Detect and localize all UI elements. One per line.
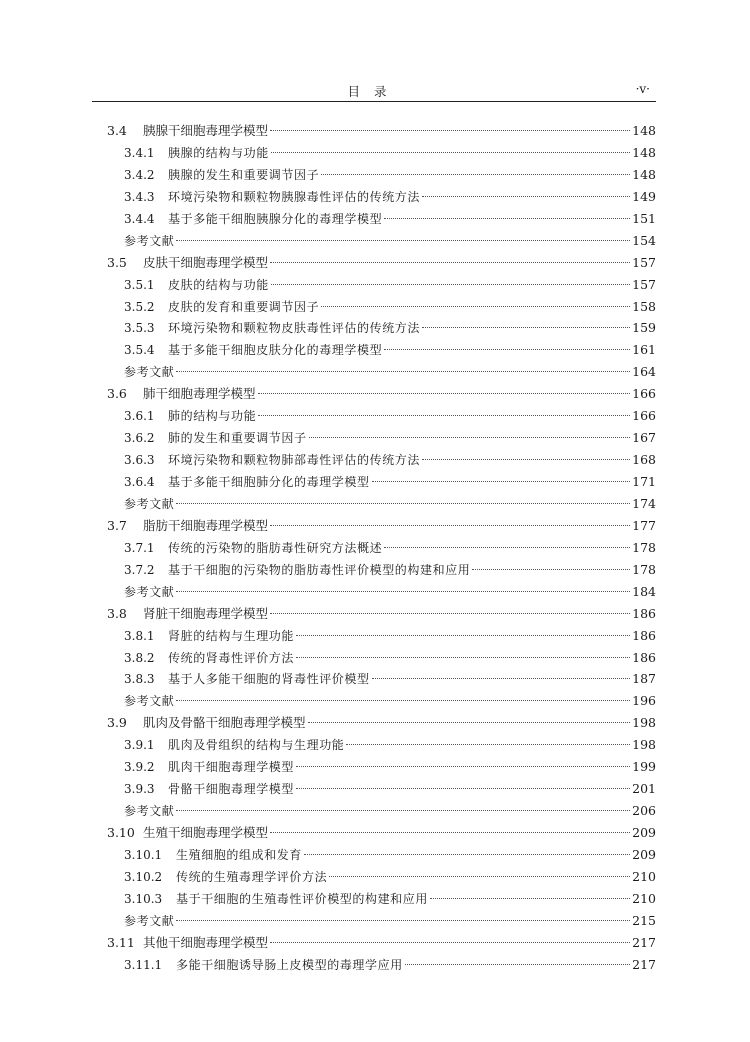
toc-entry[interactable] <box>107 625 656 647</box>
dot-leader <box>296 657 630 658</box>
toc-entry-page-number: 148 <box>632 123 656 138</box>
toc-entry-page-number: 178 <box>632 539 656 555</box>
toc-entry-page-number: 174 <box>632 495 656 511</box>
toc-entry-title: 基于多能干细胞胰腺分化的毒理学模型 <box>168 211 383 226</box>
dot-leader <box>309 437 631 438</box>
toc-entry-number: 3.11.1 <box>124 957 163 972</box>
toc-entry-number: 3.6.1 <box>124 409 155 424</box>
toc-entry-page-number: 186 <box>632 605 656 621</box>
toc-entry-title: 胰腺的发生和重要调节因子 <box>168 167 320 182</box>
dot-leader <box>308 722 631 723</box>
toc-entry[interactable] <box>107 339 656 361</box>
toc-entry-title: 其他干细胞毒理学模型 <box>143 934 269 950</box>
toc-entry[interactable] <box>107 932 656 954</box>
dot-leader <box>346 744 630 745</box>
toc-entry-number: 3.9.3 <box>124 782 155 797</box>
toc-entry-title: 基于干细胞的污染物的脂肪毒性评价模型的构建和应用 <box>168 562 471 577</box>
toc-entry-title: 基于人多能干细胞的肾毒性评价模型 <box>168 672 370 687</box>
toc-entry-number: 3.5.4 <box>124 343 155 358</box>
toc-entry-number: 3.5.2 <box>124 299 155 314</box>
toc-entry-title: 基于多能干细胞肺分化的毒理学模型 <box>168 475 370 489</box>
toc-entry-number: 3.6 <box>107 386 127 402</box>
toc-entry[interactable] <box>107 888 656 910</box>
dot-leader <box>321 174 630 175</box>
toc-entry-page-number: 151 <box>632 210 656 226</box>
toc-entry-number: 3.7 <box>107 517 127 533</box>
toc-entry-number: 3.9.2 <box>124 760 155 775</box>
toc-entry-title: 传统的肾毒性评价方法 <box>168 650 295 665</box>
toc-entry-title: 生殖干细胞毒理学模型 <box>143 825 269 840</box>
dot-leader <box>270 613 630 614</box>
toc-entry-number: 3.10.3 <box>124 891 163 906</box>
toc-entry-number: 3.7.1 <box>124 540 155 555</box>
toc-entry-page-number: 201 <box>632 781 656 797</box>
toc-entry-page-number: 157 <box>632 254 656 270</box>
dot-leader <box>304 854 630 855</box>
toc-entry-title: 胰腺的结构与功能 <box>168 145 269 160</box>
toc-entry-number: 3.10.1 <box>124 847 163 862</box>
toc-entry-number: 3.8 <box>107 605 127 621</box>
toc-entry[interactable] <box>107 164 656 186</box>
dot-leader <box>270 130 630 131</box>
toc-entry[interactable] <box>107 844 656 866</box>
toc-entry-page-number: 210 <box>632 868 656 884</box>
page-header <box>92 82 656 100</box>
dot-leader <box>270 942 630 943</box>
toc-entry[interactable] <box>107 559 656 581</box>
toc-entry-title: 皮肤的结构与功能 <box>168 277 269 292</box>
toc-entry-title: 环境污染物和颗粒物肺部毒性评估的传统方法 <box>168 453 421 468</box>
toc-entry[interactable] <box>107 449 656 471</box>
toc-entry-references[interactable] <box>107 910 656 932</box>
dot-leader <box>271 284 630 285</box>
toc-entry-title: 肺干细胞毒理学模型 <box>143 386 256 402</box>
dot-leader <box>271 152 630 153</box>
dot-leader <box>258 415 630 416</box>
toc-entry-title: 骨骼干细胞毒理学模型 <box>168 782 295 797</box>
toc-entry-page-number: 166 <box>632 386 656 402</box>
toc-entry-references[interactable] <box>107 690 656 712</box>
toc-entry[interactable] <box>107 317 656 339</box>
toc-entry-number: 3.11 <box>107 934 135 950</box>
toc-entry-page-number: 198 <box>632 715 656 731</box>
toc-entry-number: 3.8.3 <box>124 672 155 687</box>
toc-entry-page-number: 184 <box>632 583 656 599</box>
toc-entry-number: 3.9.1 <box>124 738 155 753</box>
toc-entry-page-number: 157 <box>632 276 656 292</box>
toc-entry[interactable] <box>107 603 656 625</box>
toc-entry[interactable] <box>107 756 656 778</box>
toc-entry[interactable] <box>107 668 656 690</box>
toc-entry-number: 3.5 <box>107 254 127 270</box>
toc-entry-number: 3.4.2 <box>124 167 155 182</box>
toc-entry-title: 环境污染物和颗粒物胰腺毒性评估的传统方法 <box>168 189 421 204</box>
toc-entry-title: 环境污染物和颗粒物皮肤毒性评估的传统方法 <box>168 321 421 336</box>
toc-entry-number: 3.6.2 <box>124 431 155 446</box>
toc-entry-page-number: 159 <box>632 320 656 336</box>
toc-entry[interactable] <box>107 515 656 537</box>
toc-entry-title: 多能干细胞诱导肠上皮模型的毒理学应用 <box>176 957 403 972</box>
dot-leader <box>384 349 630 350</box>
toc-entry-title: 传统的生殖毒理学评价方法 <box>176 869 328 884</box>
toc-entry-title: 参考文献 <box>124 584 175 599</box>
toc-entry-number: 3.5.1 <box>124 277 155 292</box>
toc-entry-page-number: 215 <box>632 912 656 928</box>
toc-entry-number: 3.4.1 <box>124 145 155 160</box>
toc-entry-number: 3.6.4 <box>124 475 155 489</box>
toc-entry[interactable] <box>107 822 656 844</box>
toc-entry-title: 参考文献 <box>124 496 175 511</box>
toc-entry-page-number: 199 <box>632 759 656 775</box>
toc-entry-page-number: 209 <box>632 846 656 862</box>
dot-leader <box>405 964 630 965</box>
toc-entry-page-number: 161 <box>632 342 656 358</box>
toc-entry-page-number: 167 <box>632 430 656 446</box>
toc-entry-title: 参考文献 <box>124 365 175 380</box>
toc-entry-title: 肾脏的结构与生理功能 <box>168 628 295 643</box>
toc-entry[interactable] <box>107 537 656 559</box>
toc-entry[interactable] <box>107 734 656 756</box>
toc-entry[interactable] <box>107 471 656 493</box>
toc-entry-references[interactable] <box>107 581 656 603</box>
dot-leader <box>270 525 630 526</box>
dot-leader <box>321 306 630 307</box>
toc-entry-page-number: 209 <box>632 825 656 840</box>
dot-leader <box>372 481 631 482</box>
dot-leader <box>176 810 630 811</box>
toc-entry-title: 皮肤的发育和重要调节因子 <box>168 299 320 314</box>
toc-entry-title: 肾脏干细胞毒理学模型 <box>143 605 269 621</box>
toc-entry[interactable] <box>107 186 656 208</box>
toc-entry-title: 肺的发生和重要调节因子 <box>168 431 307 446</box>
toc-entry[interactable] <box>107 647 656 669</box>
toc-entry-page-number: 166 <box>632 408 656 424</box>
toc-entry-title: 参考文献 <box>124 804 175 819</box>
dot-leader <box>296 766 630 767</box>
toc-entry-title: 参考文献 <box>124 913 175 928</box>
toc-entry-number: 3.7.2 <box>124 562 155 577</box>
dot-leader <box>176 591 630 592</box>
toc-entry-number: 3.9 <box>107 715 127 731</box>
toc-entry[interactable] <box>107 712 656 734</box>
toc-entry[interactable] <box>107 252 656 274</box>
toc-entry-number: 3.5.3 <box>124 321 155 336</box>
toc-entry-page-number: 148 <box>632 144 656 160</box>
dot-leader <box>176 503 630 504</box>
toc-entry-page-number: 217 <box>632 934 656 950</box>
dot-leader <box>296 788 630 789</box>
dot-leader <box>430 898 630 899</box>
toc-entry-page-number: 154 <box>632 232 656 248</box>
dot-leader <box>422 459 630 460</box>
toc-entry[interactable] <box>107 274 656 296</box>
toc-entry-references[interactable] <box>107 493 656 515</box>
dot-leader <box>472 569 630 570</box>
toc-entry[interactable] <box>107 778 656 800</box>
toc-entry-title: 脂肪干细胞毒理学模型 <box>143 517 269 533</box>
toc-entry-page-number: 164 <box>632 364 656 380</box>
toc-entry-references[interactable] <box>107 361 656 383</box>
toc-entry-page-number: 187 <box>632 671 656 687</box>
header-rule <box>92 101 656 102</box>
header-page-number: ·v· <box>635 82 650 96</box>
toc-entry-title: 参考文献 <box>124 694 175 709</box>
dot-leader <box>296 635 630 636</box>
toc-entry[interactable] <box>107 405 656 427</box>
toc-entry-page-number: 171 <box>632 474 656 489</box>
toc-entry-number: 3.6.3 <box>124 453 155 468</box>
toc-entry-page-number: 210 <box>632 890 656 906</box>
toc-entry[interactable] <box>107 296 656 318</box>
toc-entry-title: 胰腺干细胞毒理学模型 <box>143 123 269 138</box>
toc-entry-page-number: 149 <box>632 188 656 204</box>
toc-entry-title: 参考文献 <box>124 233 175 248</box>
dot-leader <box>384 547 630 548</box>
dot-leader <box>176 920 630 921</box>
toc-entry[interactable] <box>107 954 656 976</box>
toc-entry-page-number: 217 <box>632 956 656 972</box>
toc-entry-title: 皮肤干细胞毒理学模型 <box>143 254 269 270</box>
toc-entry-number: 3.8.1 <box>124 628 155 643</box>
toc-entry-number: 3.10.2 <box>124 869 163 884</box>
toc-entry-title: 基于多能干细胞皮肤分化的毒理学模型 <box>168 343 383 358</box>
dot-leader <box>372 678 631 679</box>
toc-entry-title: 基于干细胞的生殖毒性评价模型的构建和应用 <box>176 891 429 906</box>
toc-entry-title: 传统的污染物的脂肪毒性研究方法概述 <box>168 540 383 555</box>
toc-entry-title: 肌肉干细胞毒理学模型 <box>168 760 295 775</box>
toc-entry-page-number: 186 <box>632 649 656 665</box>
dot-leader <box>258 393 631 394</box>
toc-entry[interactable] <box>107 208 656 230</box>
header-title: 目录 <box>347 84 401 99</box>
toc-entry-page-number: 206 <box>632 803 656 819</box>
dot-leader <box>176 371 630 372</box>
toc-entry-number: 3.10 <box>107 825 135 840</box>
toc-entry-page-number: 168 <box>632 452 656 468</box>
dot-leader <box>176 240 630 241</box>
toc-entry-page-number: 186 <box>632 627 656 643</box>
toc-entry-page-number: 158 <box>632 298 656 314</box>
toc-entry-references[interactable] <box>107 230 656 252</box>
dot-leader <box>270 832 630 833</box>
toc-entry-page-number: 178 <box>632 561 656 577</box>
toc-entry-title: 肌肉及骨骼干细胞毒理学模型 <box>143 715 306 731</box>
toc-entry[interactable] <box>107 383 656 405</box>
dot-leader <box>329 876 630 877</box>
dot-leader <box>270 262 630 263</box>
dot-leader <box>176 700 630 701</box>
table-of-contents <box>107 120 656 976</box>
toc-entry-number: 3.8.2 <box>124 650 155 665</box>
toc-entry-title: 生殖细胞的组成和发育 <box>176 847 303 862</box>
toc-entry-page-number: 177 <box>632 517 656 533</box>
toc-entry[interactable] <box>107 120 656 142</box>
toc-entry-title: 肌肉及骨组织的结构与生理功能 <box>168 738 345 753</box>
dot-leader <box>384 218 630 219</box>
toc-entry-number: 3.4.4 <box>124 211 155 226</box>
toc-entry-number: 3.4.3 <box>124 189 155 204</box>
toc-entry[interactable] <box>107 866 656 888</box>
toc-entry-references[interactable] <box>107 800 656 822</box>
toc-entry-number: 3.4 <box>107 123 127 138</box>
dot-leader <box>422 196 630 197</box>
toc-entry[interactable] <box>107 427 656 449</box>
dot-leader <box>422 327 630 328</box>
toc-entry-title: 肺的结构与功能 <box>168 409 257 424</box>
toc-entry-page-number: 196 <box>632 693 656 709</box>
toc-entry-page-number: 148 <box>632 166 656 182</box>
toc-entry-page-number: 198 <box>632 737 656 753</box>
toc-entry[interactable] <box>107 142 656 164</box>
